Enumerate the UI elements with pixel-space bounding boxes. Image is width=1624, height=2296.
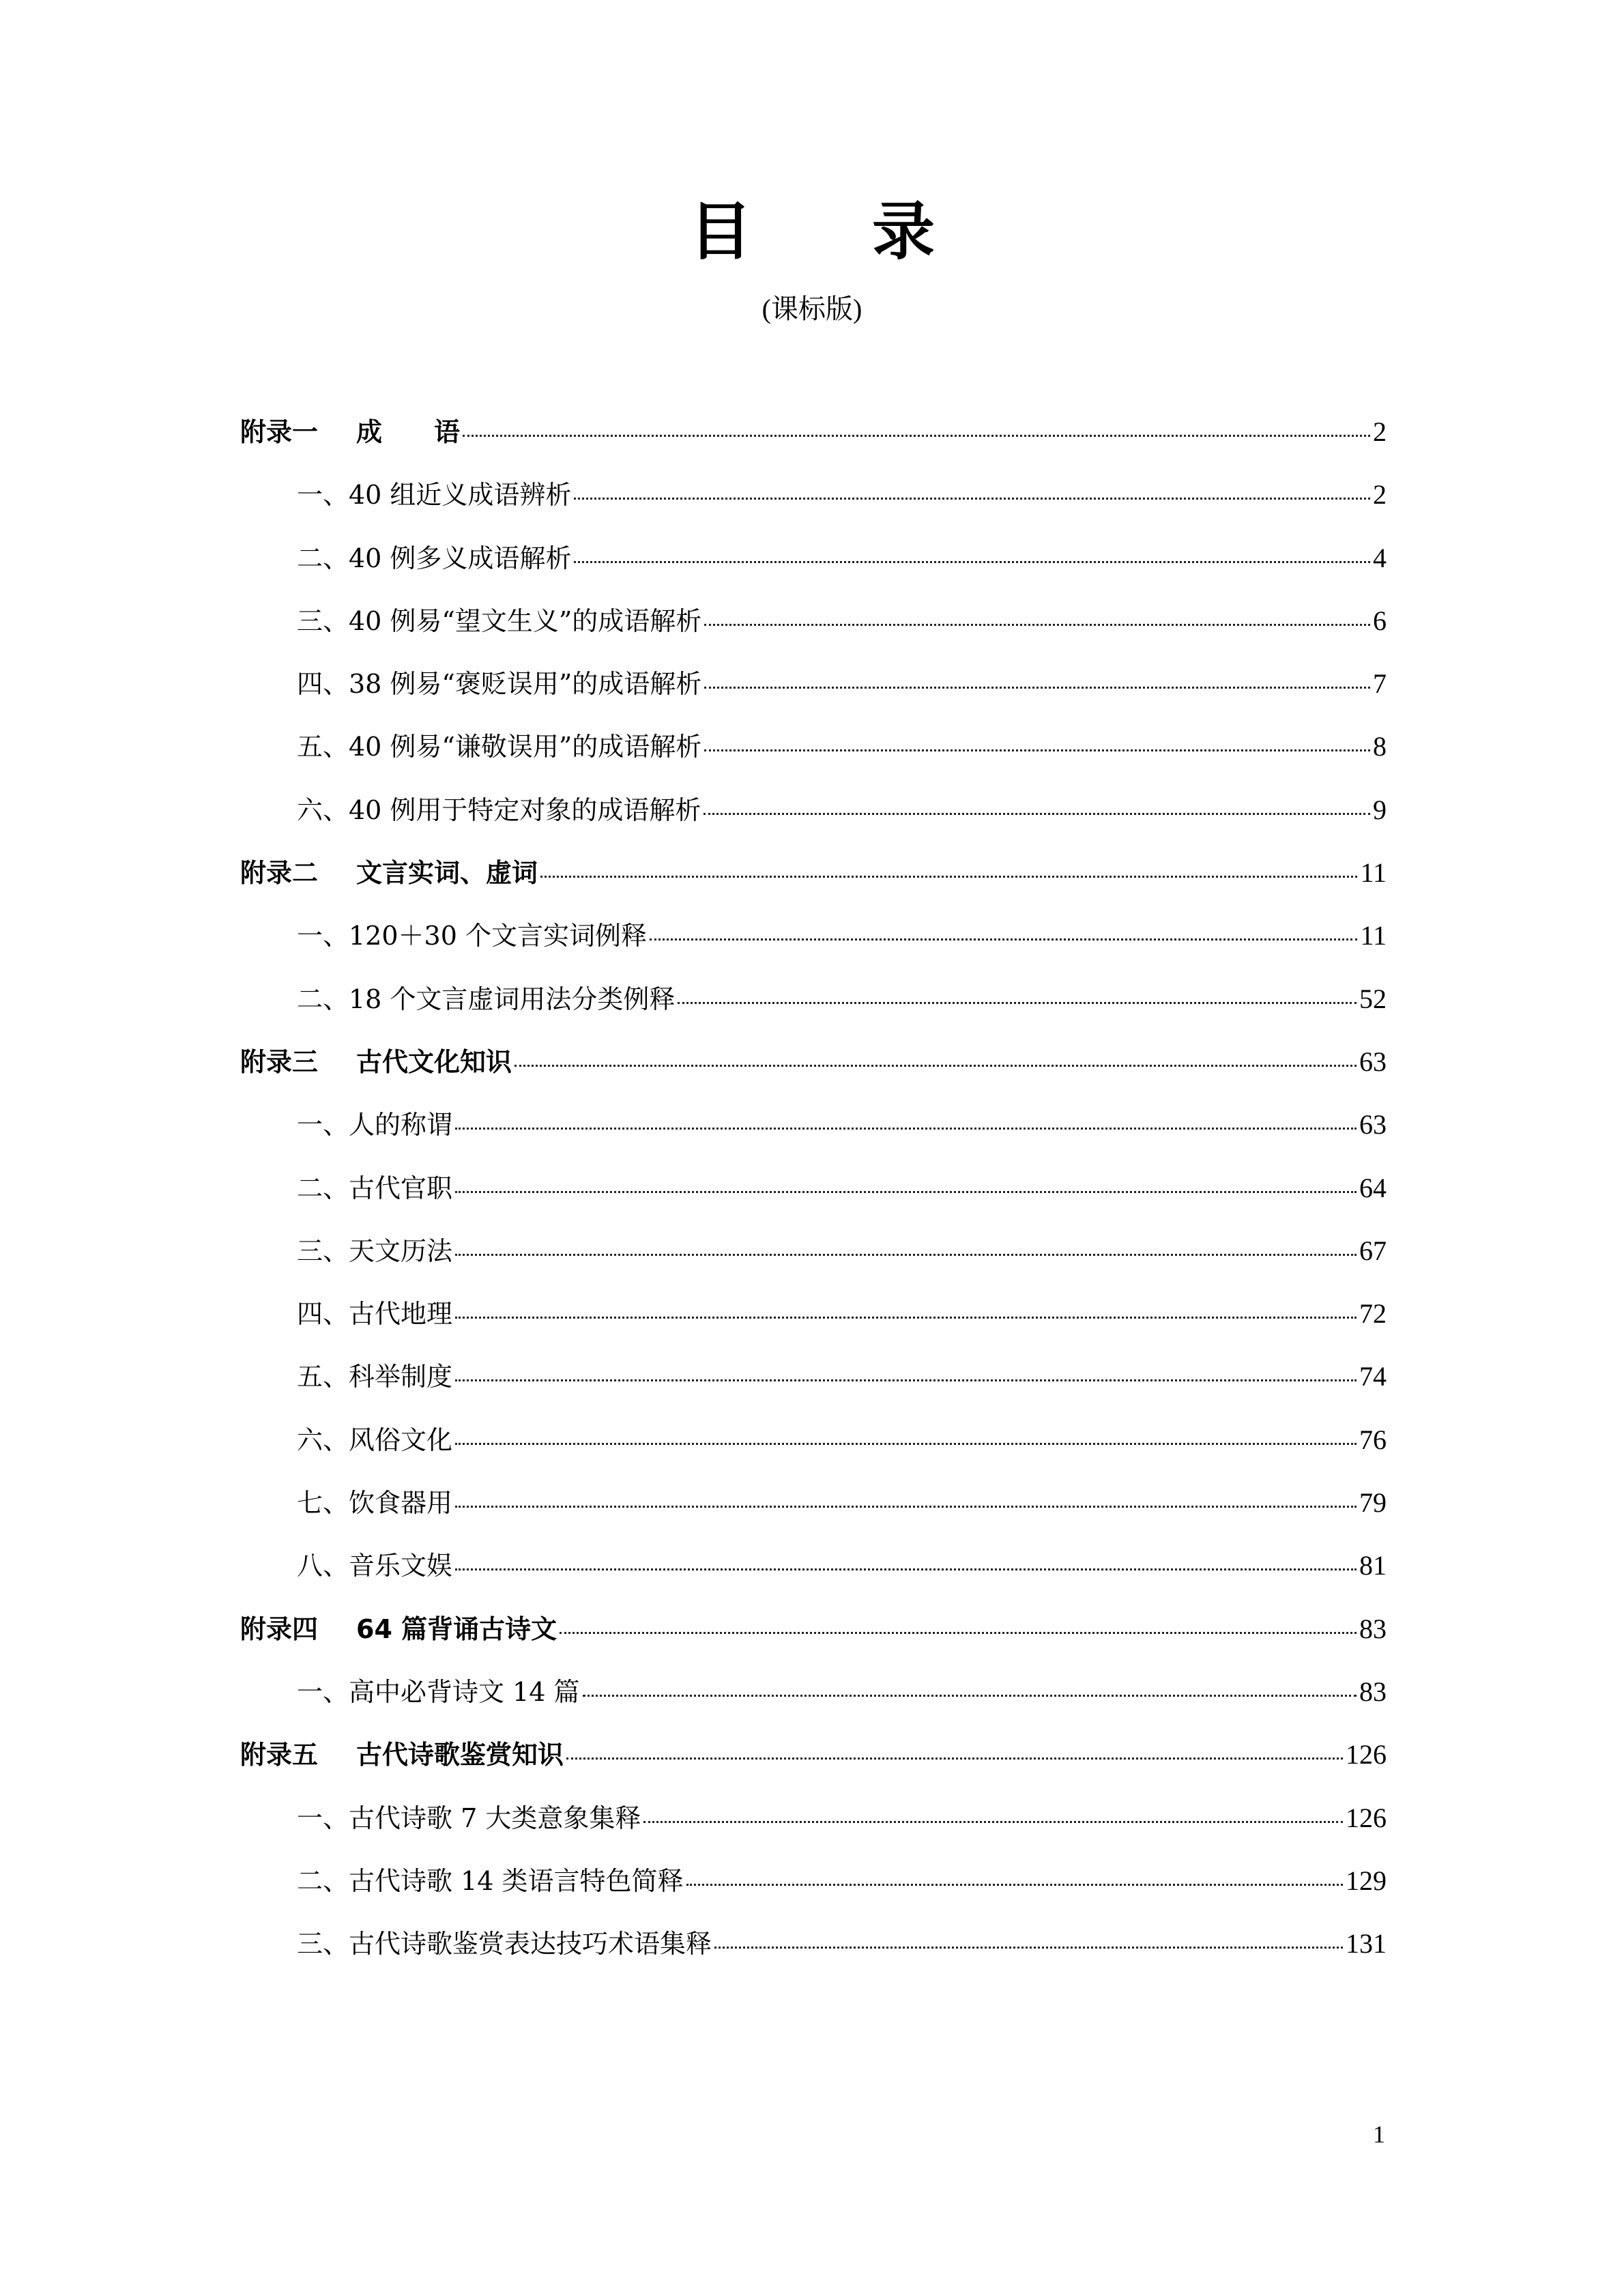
toc-entry[interactable] xyxy=(240,1108,1387,1171)
toc-entry-page: 9 xyxy=(1373,794,1387,825)
toc-entry-page: 126 xyxy=(1346,1739,1387,1770)
toc-entry[interactable] xyxy=(240,793,1387,856)
dot-leader xyxy=(455,1506,1357,1508)
toc-entry-title: 成 语 xyxy=(356,417,461,447)
toc-entry-title: 六、40 例用于特定对象的成语解析 xyxy=(297,794,701,825)
dot-leader xyxy=(583,1695,1357,1697)
toc-entry-title: 古代文化知识 xyxy=(356,1046,512,1077)
page-number: 1 xyxy=(1373,2121,1385,2148)
toc-entry-page: 6 xyxy=(1373,605,1387,636)
toc-entry-appendix-3[interactable] xyxy=(240,1045,1387,1108)
toc-entry-title: 四、38 例易“褒贬误用”的成语解析 xyxy=(297,669,702,700)
toc-entry[interactable] xyxy=(240,982,1387,1045)
toc-entry-page: 83 xyxy=(1359,1613,1387,1644)
toc-entry-title: 一、高中必背诗文 14 篇 xyxy=(297,1676,580,1707)
toc-entry-title: 一、人的称谓 xyxy=(297,1110,453,1140)
dot-leader xyxy=(455,1128,1357,1130)
dot-leader xyxy=(514,1065,1357,1067)
toc-entry-page: 131 xyxy=(1346,1928,1387,1960)
toc-entry-title: 一、120＋30 个文言实词例释 xyxy=(297,921,647,951)
toc-entry-page: 2 xyxy=(1373,416,1387,447)
toc-entry-title: 一、古代诗歌 7 大类意象集释 xyxy=(297,1803,641,1833)
toc-entry-title: 四、古代地理 xyxy=(297,1299,453,1330)
toc-entry[interactable] xyxy=(240,1675,1387,1738)
toc-entry-prefix: 附录三 xyxy=(240,1046,319,1077)
toc-entry[interactable] xyxy=(240,1864,1387,1927)
title-char: 目 xyxy=(689,195,753,268)
toc-entry-prefix: 附录一 xyxy=(240,417,319,447)
dot-leader xyxy=(714,1947,1343,1949)
toc-entry-page: 63 xyxy=(1359,1109,1387,1140)
toc-entry-page: 76 xyxy=(1359,1424,1387,1455)
toc-entry-page: 4 xyxy=(1373,542,1387,573)
page-subtitle: (课标版) xyxy=(762,293,862,324)
toc-entry-appendix-5[interactable] xyxy=(240,1738,1387,1800)
toc-entry-title: 三、天文历法 xyxy=(297,1235,453,1266)
dot-leader xyxy=(455,1568,1357,1570)
toc-entry-title: 二、18 个文言虚词用法分类例释 xyxy=(297,984,676,1014)
toc-entry[interactable] xyxy=(240,1360,1387,1422)
dot-leader xyxy=(455,1254,1357,1256)
toc-entry[interactable] xyxy=(240,1234,1387,1297)
toc-entry-page: 83 xyxy=(1359,1676,1387,1707)
dot-leader xyxy=(678,1002,1357,1004)
toc-entry-title: 文言实词、虚词 xyxy=(356,858,538,889)
dot-leader xyxy=(704,813,1370,815)
toc-entry-page: 8 xyxy=(1373,731,1387,762)
toc-entry-page: 129 xyxy=(1346,1865,1387,1896)
toc-entry-title: 八、音乐文娱 xyxy=(297,1551,453,1581)
toc-entry-title: 64 篇背诵古诗文 xyxy=(356,1613,557,1644)
toc-entry-appendix-2[interactable] xyxy=(240,856,1387,919)
toc-entry-page: 52 xyxy=(1359,983,1387,1014)
dot-leader xyxy=(540,876,1357,878)
toc-entry-page: 63 xyxy=(1359,1046,1387,1077)
toc-entry[interactable] xyxy=(240,730,1387,792)
toc-entry[interactable] xyxy=(240,478,1387,541)
dot-leader xyxy=(455,1379,1357,1381)
toc-entry-page: 2 xyxy=(1373,479,1387,511)
toc-entry-appendix-4[interactable] xyxy=(240,1612,1387,1675)
toc-entry-title: 七、饮食器用 xyxy=(297,1488,453,1519)
toc-entry-title: 三、古代诗歌鉴赏表达技巧术语集释 xyxy=(297,1929,712,1960)
toc-entry[interactable] xyxy=(240,919,1387,981)
dot-leader xyxy=(704,687,1370,689)
toc-entry-title: 六、风俗文化 xyxy=(297,1424,453,1455)
dot-leader xyxy=(574,561,1370,563)
toc-entry-title: 五、科举制度 xyxy=(297,1362,453,1392)
toc-entry[interactable] xyxy=(240,1297,1387,1360)
toc-entry[interactable] xyxy=(240,1549,1387,1611)
toc-entry-page: 64 xyxy=(1359,1172,1387,1203)
toc-entry-title: 三、40 例易“望文生义”的成语解析 xyxy=(297,605,702,636)
toc-entry[interactable] xyxy=(240,1927,1387,1990)
toc-entry-page: 126 xyxy=(1346,1802,1387,1833)
page-title xyxy=(0,195,1624,270)
toc-entry-prefix: 附录二 xyxy=(240,858,319,889)
table-of-contents xyxy=(240,415,1387,1990)
toc-entry-page: 7 xyxy=(1373,668,1387,700)
toc-entry-title: 二、40 例多义成语解析 xyxy=(297,543,572,573)
dot-leader xyxy=(650,938,1358,941)
toc-entry-title: 二、古代官职 xyxy=(297,1173,453,1203)
toc-entry[interactable] xyxy=(240,1486,1387,1549)
title-char: 录 xyxy=(872,195,936,268)
toc-entry-page: 74 xyxy=(1359,1361,1387,1392)
toc-entry-label xyxy=(240,1612,557,1646)
dot-leader xyxy=(463,435,1370,437)
toc-entry-page: 72 xyxy=(1359,1298,1387,1330)
toc-entry-page: 67 xyxy=(1359,1235,1387,1266)
toc-entry[interactable] xyxy=(240,1801,1387,1864)
toc-entry-page: 79 xyxy=(1359,1487,1387,1519)
toc-entry[interactable] xyxy=(240,604,1387,667)
toc-entry-title: 二、古代诗歌 14 类语言特色简释 xyxy=(297,1865,684,1896)
dot-leader xyxy=(455,1191,1357,1193)
toc-entry[interactable] xyxy=(240,541,1387,604)
dot-leader xyxy=(566,1757,1343,1760)
dot-leader xyxy=(704,624,1370,626)
toc-entry-title: 一、40 组近义成语辨析 xyxy=(297,480,572,511)
toc-entry-page: 11 xyxy=(1360,857,1387,889)
toc-entry-label xyxy=(240,856,538,890)
dot-leader xyxy=(455,1443,1357,1445)
dot-leader xyxy=(574,498,1370,500)
toc-entry-page: 11 xyxy=(1360,920,1387,951)
dot-leader xyxy=(455,1317,1357,1319)
toc-entry-prefix: 附录五 xyxy=(240,1740,319,1770)
dot-leader xyxy=(704,749,1370,751)
toc-entry-title: 五、40 例易“谦敬误用”的成语解析 xyxy=(297,732,702,762)
dot-leader xyxy=(560,1632,1357,1634)
toc-entry[interactable] xyxy=(240,1423,1387,1486)
toc-entry[interactable] xyxy=(240,1171,1387,1234)
dot-leader xyxy=(686,1884,1343,1886)
toc-entry-label xyxy=(240,415,460,449)
toc-entry-label xyxy=(240,1738,564,1772)
toc-entry-label xyxy=(240,1045,512,1079)
toc-entry-appendix-1[interactable] xyxy=(240,415,1387,478)
toc-entry-title: 古代诗歌鉴赏知识 xyxy=(356,1740,564,1770)
toc-entry[interactable] xyxy=(240,667,1387,730)
toc-entry-prefix: 附录四 xyxy=(240,1613,319,1644)
dot-leader xyxy=(643,1821,1343,1823)
toc-entry-page: 81 xyxy=(1359,1550,1387,1581)
